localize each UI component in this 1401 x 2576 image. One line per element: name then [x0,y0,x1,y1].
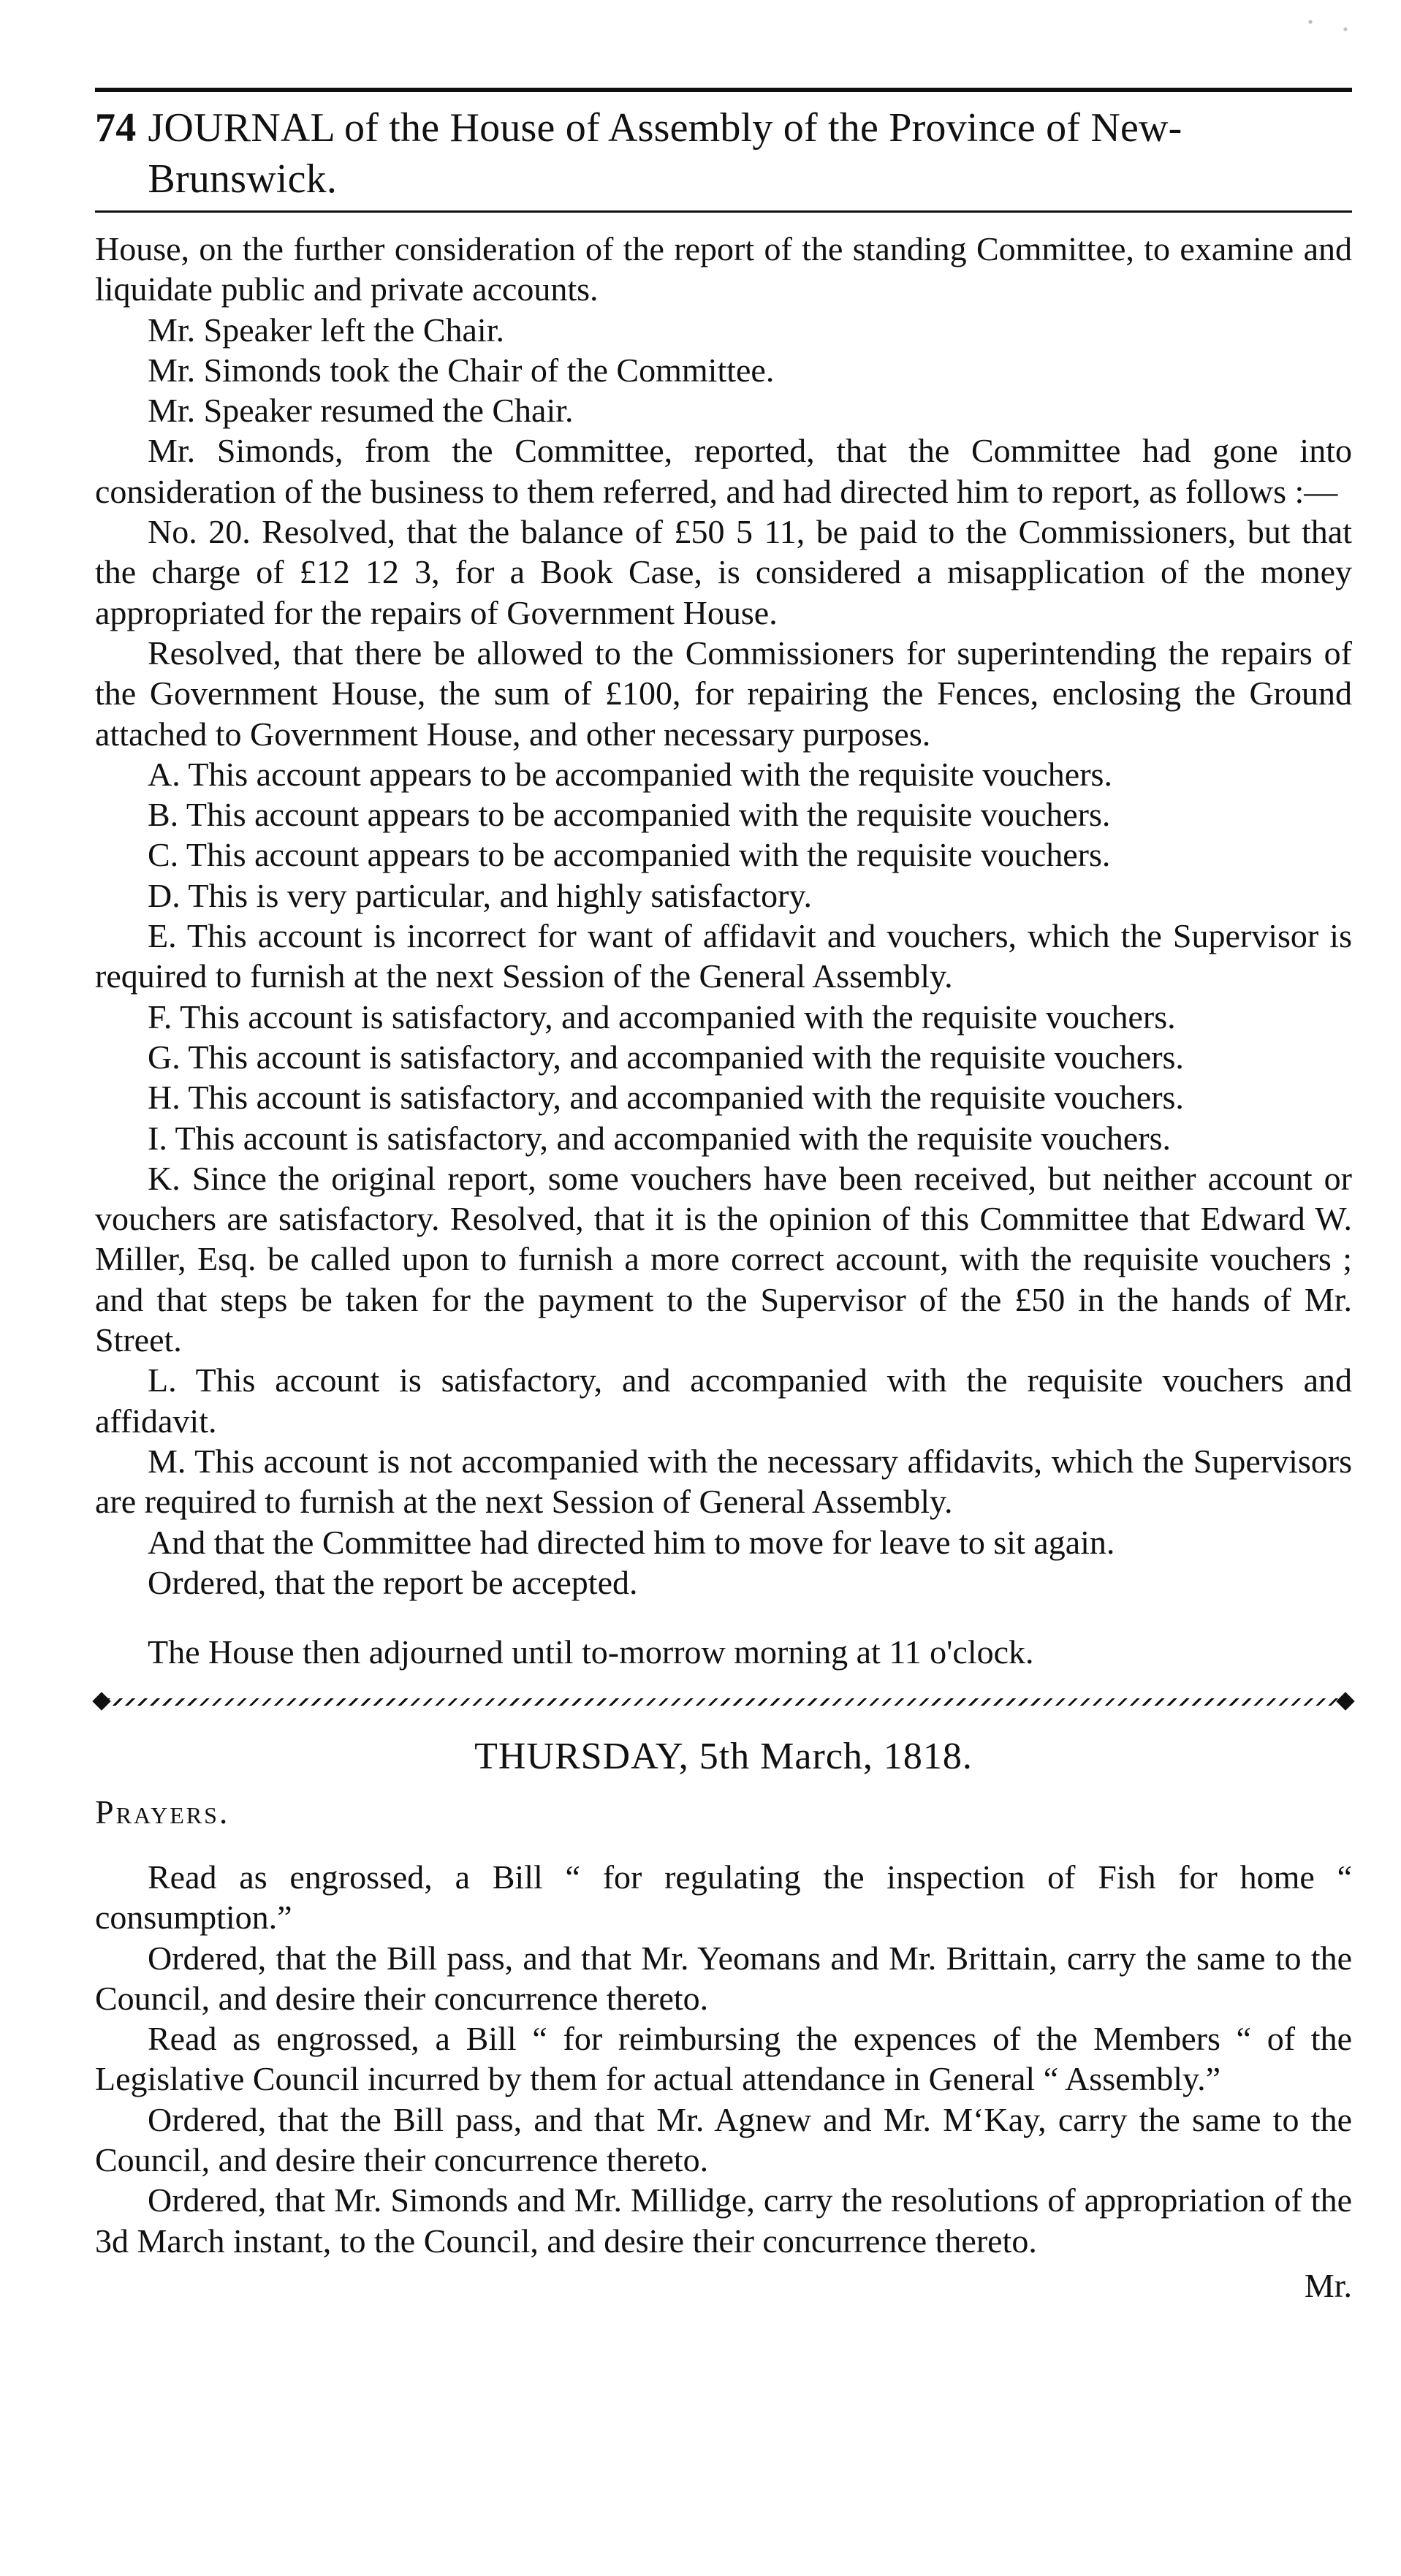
paragraph: Resolved, that there be allowed to the Commissioners for superintending the repairs of the Government House, the sum of £100, for repairing the Fences, enclosing the Ground attached to Government House, and other necessary purposes. [95,634,1352,753]
account-item: C. This account appears to be accompanied with the requisite vouchers. [148,836,1111,874]
paragraph: Mr. Simonds, from the Committee, reported, that the Committee had gone into consideration of the business to them referred, and had directed him to report, as follows :— [95,432,1352,510]
paragraph: Mr. Speaker resumed the Chair. [148,392,574,430]
account-item: E. This account is incorrect for want of affidavit and vouchers, which the Supervisor is required to furnish at the next Session of the General Assembly. [95,917,1352,995]
journal-title: JOURNAL of the House of Assembly of the Province of New-Brunswick. [148,105,1182,202]
paragraph: Ordered, that Mr. Simonds and Mr. Millidge, carry the resolutions of appropriation of the 3d March instant, to the Council, and desire their concurrence thereto. [95,2181,1352,2260]
section-divider [95,1692,1352,1711]
date-heading: THURSDAY, 5th March, 1818. [474,1736,973,1778]
paragraph: And that the Committee had directed him to move for leave to sit again. [148,1523,1115,1561]
divider-wave [95,1698,1352,1706]
spacer [95,1603,1352,1632]
account-item: G. This account is satisfactory, and accompanied with the requisite vouchers. [148,1038,1184,1076]
account-item: B. This account appears to be accompanied with the requisite vouchers. [148,796,1111,834]
paragraph: Read as engrossed, a Bill “ for regulating the inspection of Fish for home “ consumption.” [95,1858,1352,1937]
adjournment-line: The House then adjourned until to-morrow morning at 11 o'clock. [148,1633,1034,1671]
page-number: 74 [95,105,137,151]
account-item: H. This account is satisfactory, and accompanied with the requisite vouchers. [148,1079,1184,1117]
account-item: A. This account appears to be accompanied with the requisite vouchers. [148,755,1112,793]
prayers-heading: Prayers. [95,1793,230,1831]
paragraph: Mr. Simonds took the Chair of the Committee. [148,351,775,389]
running-header [95,102,1352,205]
page-specks [1284,7,1372,44]
journal-page [95,88,1352,2306]
header-rule [95,210,1352,213]
paragraph: Ordered, that the report be accepted. [148,1563,638,1601]
account-item: D. This is very particular, and highly satisfactory. [148,876,812,914]
top-rule [95,88,1352,92]
paragraph: Ordered, that the Bill pass, and that Mr. Yeomans and Mr. Brittain, carry the same to the Council, and desire their concurrence thereto. [95,1939,1352,2017]
account-item: K. Since the original report, some vouchers have been received, but neither account or vouchers are satisfactory. Resolved, that it is the opinion of this Committee that Edward W. Miller, Esq. be called upon to furnish a more correct account, with the requisite vouchers ; and that steps be taken for the payment to the Supervisor of the £50 in the hands of Mr. Street. [95,1159,1352,1359]
paragraph: Read as engrossed, a Bill “ for reimbursing the expences of the Members “ of the Legislative Council incurred by them for actual attendance in General “ Assembly.” [95,2020,1352,2098]
paragraph: Mr. Speaker left the Chair. [148,311,504,349]
journal-body [95,229,1352,2306]
catchword: Mr. [1304,2266,1352,2304]
account-item: F. This account is satisfactory, and accompanied with the requisite vouchers. [148,998,1176,1036]
paragraph: Ordered, that the Bill pass, and that Mr. Agnew and Mr. M‘Kay, carry the same to the Council, and desire their concurrence thereto. [95,2100,1352,2179]
divider-ornament [1336,1692,1354,1711]
account-item: L. This account is satisfactory, and accompanied with the requisite vouchers and affidavit. [95,1361,1352,1440]
account-item: I. This account is satisfactory, and accompanied with the requisite vouchers. [148,1119,1172,1157]
account-item: M. This account is not accompanied with the necessary affidavits, which the Supervisors are required to furnish at the next Session of General Assembly. [95,1442,1352,1521]
paragraph: No. 20. Resolved, that the balance of £50 5 11, be paid to the Commissioners, but that the charge of £12 12 3, for a Book Case, is considered a misapplication of the money appropriated for the repairs of Government House. [95,513,1352,631]
paragraph: House, on the further consideration of the report of the standing Committee, to examine and liquidate public and private accounts. [95,230,1352,308]
